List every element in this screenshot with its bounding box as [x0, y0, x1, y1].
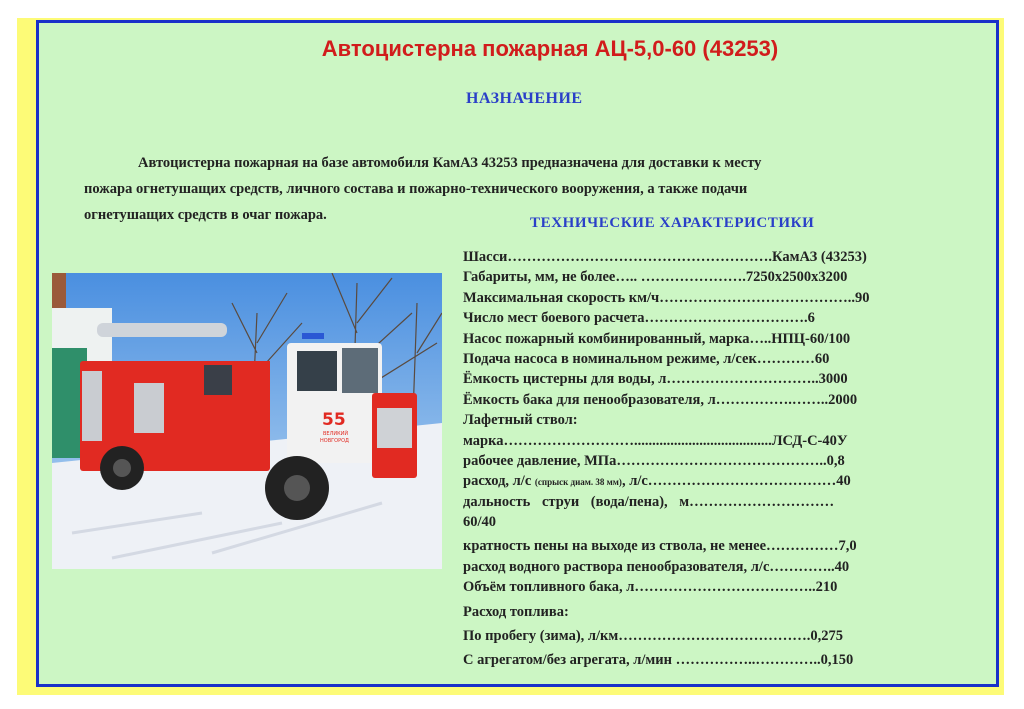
- spec-jet-range-value: 60/40: [463, 514, 497, 531]
- truck-city-line1: ВЕЛИКИЙ: [323, 431, 349, 437]
- spec-working-pressure: рабочее давление, МПа……………………………………..0,8: [463, 452, 845, 469]
- spec-fuel-mileage: По пробегу (зима), л/км………………………………….0,275: [463, 628, 844, 645]
- description-line: огнетушащих средств в очаг пожара.: [84, 207, 327, 223]
- description-line: пожара огнетушащих средств, личного состава и пожарно-технического вооружения, а также подачи: [84, 181, 748, 197]
- spec-foam-solution-flow: расход водного раствора пенообразователя, л/с…………..40: [463, 558, 850, 575]
- specs-list: [463, 247, 968, 671]
- roof-ladder: [97, 323, 227, 337]
- spec-foam-tank: Ёмкость бака для пенообразователя, л…………….……..2000: [463, 391, 858, 408]
- specs-heading: ТЕХНИЧЕСКИЕ ХАРАКТЕРИСТИКИ: [530, 215, 815, 231]
- spec-jet-range: дальность струи (вода/пена), м…………………………: [463, 493, 835, 510]
- description-line: Автоцистерна пожарная на базе автомобиля КамАЗ 43253 предназначена для доставки к месту: [138, 155, 762, 171]
- spec-chassis: Шасси……………………………………………….КамАЗ (43253): [463, 249, 867, 265]
- spec-monitor-label: Лафетный ствол:: [463, 412, 578, 429]
- spec-fuel-aggregate: С агрегатом/без агрегата, л/мин ……………..…………..0,150: [463, 652, 854, 669]
- spec-pump: Насос пожарный комбинированный, марка…..НПЦ-60/100: [463, 330, 851, 347]
- spec-flow-rate-note: (спрыск диам. 38 мм): [534, 477, 622, 488]
- spec-fuel-consumption-label: Расход топлива:: [463, 603, 569, 620]
- fire-truck-photo: [52, 273, 442, 569]
- spec-flow-rate: [463, 471, 968, 491]
- spec-foam-ratio: кратность пены на выходе из ствола, не менее……………7,0: [463, 538, 857, 555]
- truck-city-line2: НОВГОРОД: [320, 438, 349, 444]
- fire-truck-illustration: [52, 273, 442, 569]
- spec-flow-rate-suffix: , л/с…………………………………40: [621, 473, 851, 490]
- page-title: Автоцистерна пожарная АЦ-5,0-60 (43253): [321, 36, 779, 61]
- spec-max-speed: Максимальная скорость км/ч…………………………………..90: [463, 289, 870, 306]
- spec-water-tank: Ёмкость цистерны для воды, л…………………………..3000: [463, 371, 848, 388]
- truck-number: 55: [322, 410, 346, 430]
- truck-window: [204, 365, 232, 395]
- purpose-heading: НАЗНАЧЕНИЕ: [466, 90, 583, 107]
- spec-crew: Число мест боевого расчета…………………………….6: [463, 310, 815, 327]
- beacon-lights: [302, 333, 324, 339]
- spec-flow-rate-prefix: расход, л/с: [463, 473, 532, 490]
- spec-dimensions: Габариты, мм, не более….. ………………….7250х2500х3200: [463, 269, 848, 286]
- spec-pump-flow: Подача насоса в номинальном режиме, л/сек…………60: [463, 350, 830, 367]
- spec-fuel-tank: Объём топливного бака, л………………………………..210: [463, 579, 838, 596]
- spec-monitor-brand: марка………………………......................................ЛСД-С-40У: [463, 432, 848, 449]
